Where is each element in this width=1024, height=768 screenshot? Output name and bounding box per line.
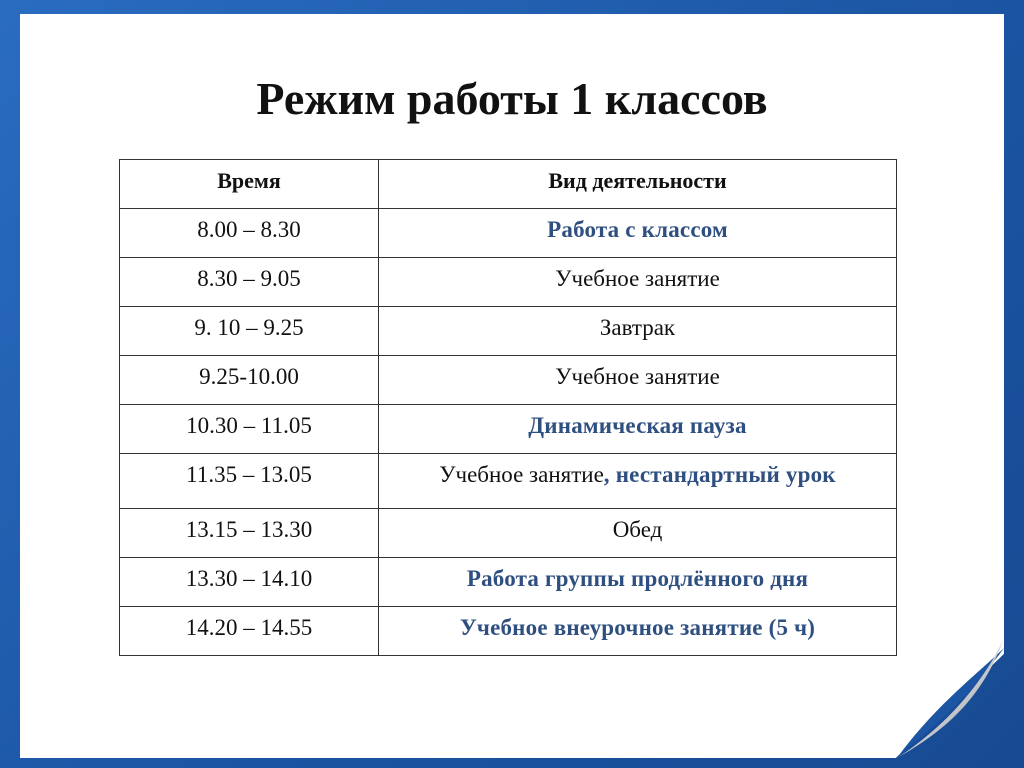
page-curl [895,636,1007,760]
time-cell: 10.30 – 11.05 [120,405,379,454]
activity-highlight: Динамическая пауза [528,413,747,438]
activity-cell [379,209,897,258]
activity-text: Учебное занятие [555,364,720,389]
column-header-time: Время [120,160,379,209]
activity-cell [379,356,897,405]
table-row [120,607,897,656]
time-cell: 11.35 – 13.05 [120,454,379,509]
activity-text: Учебное занятие [555,266,720,291]
table-row [120,307,897,356]
activity-text: Завтрак [599,315,676,340]
table-row [120,558,897,607]
activity-text: Учебное занятие [439,462,604,487]
table-row [120,209,897,258]
table-row [120,509,897,558]
activity-cell [379,405,897,454]
time-cell: 8.30 – 9.05 [120,258,379,307]
page-title: Режим работы 1 классов [256,73,768,124]
time-cell: 9.25-10.00 [120,356,379,405]
activity-highlight: Работа группы продлённого дня [466,566,809,591]
activity-cell [379,607,897,656]
activity-highlight: , нестандартный урок [603,462,836,487]
activity-highlight: Учебное внеурочное занятие (5 ч) [459,615,816,640]
table-header-row [120,160,897,209]
column-header-activity: Вид деятельности [379,160,897,209]
activity-cell [379,258,897,307]
schedule-table [119,159,897,656]
activity-cell [379,454,897,509]
time-cell: 13.30 – 14.10 [120,558,379,607]
time-cell: 14.20 – 14.55 [120,607,379,656]
activity-cell [379,307,897,356]
time-cell: 9. 10 – 9.25 [120,307,379,356]
activity-cell [379,558,897,607]
table-row [120,454,897,509]
time-cell: 8.00 – 8.30 [120,209,379,258]
table-row [120,405,897,454]
activity-cell [379,509,897,558]
activity-highlight: Работа с классом [547,217,728,242]
table-row [120,356,897,405]
time-cell: 13.15 – 13.30 [120,509,379,558]
activity-text: Обед [612,517,663,542]
table-row [120,258,897,307]
